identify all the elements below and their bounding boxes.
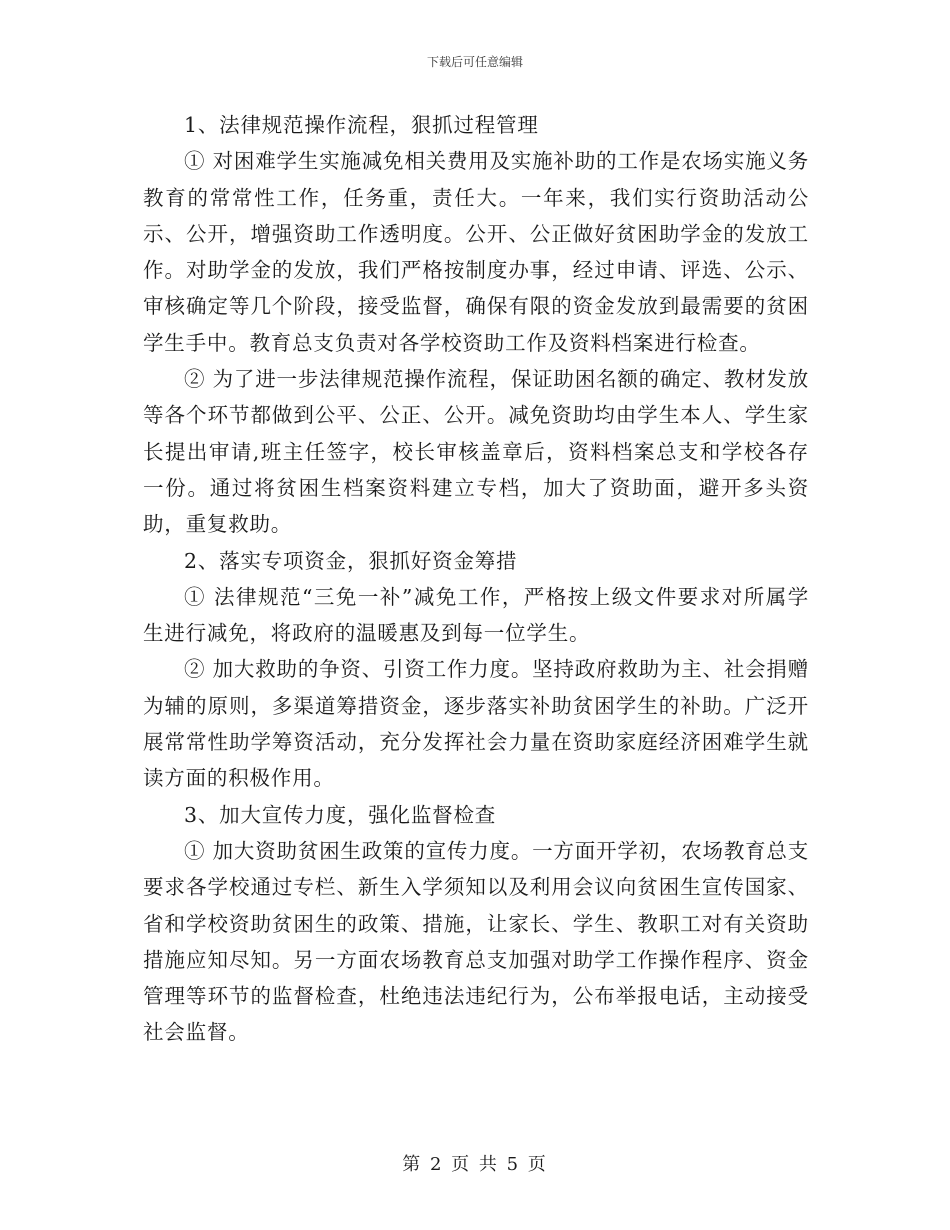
section-1-paragraph-1: ① 对困难学生实施减免相关费用及实施补助的工作是农场实施义务教育的常常性工作，任务重，责任大。一年来，我们实行资助活动公示、公开，增强资助工作透明度。公开、公正做好贫困助学金的发放工作。对助学金的发放，我们严格按制度办事，经过申请、评选、公示、审核确定等几个阶段，接受监督，确保有限的资金发放到最需要的贫困学生手中。教育总支负责对各学校资助工作及资料档案进行检查。 <box>143 149 810 355</box>
section-2-paragraph-2: ② 加大救助的争资、引资工作力度。坚持政府救助为主、社会捐赠为辅的原则，多渠道筹措资金，逐步落实补助贫困学生的补助。广泛开展常常性助学筹资活动，充分发挥社会力量在资助家庭经济困难学生就读方面的积极作用。 <box>143 657 810 791</box>
section-3-heading: 3、加大宣传力度，强化监督检查 <box>184 802 497 827</box>
section-2-paragraph-1: ① 法律规范“三免一补”减免工作，严格按上级文件要求对所属学生进行减免，将政府的温暖惠及到每一位学生。 <box>143 584 809 646</box>
section-1-heading: 1、法律规范操作流程，狠抓过程管理 <box>184 113 539 137</box>
page-header-note: 下载后可任意编辑 <box>426 55 523 69</box>
section-1-paragraph-2: ② 为了进一步法律规范操作流程，保证助困名额的确定、教材发放等各个环节都做到公平、公正、公开。减免资助均由学生本人、学生家长提出审请,班主任签字，校长审核盖章后，资料档案总支和学校各存一份。通过将贫困生档案资料建立专档，加大了资助面，避开多头资助，重复救助。 <box>143 367 810 537</box>
page-footer-page-number: 第 2 页 共 5 页 <box>402 1154 548 1175</box>
document-body <box>143 107 809 1051</box>
section-3-paragraph-1: ① 加大资助贫困生政策的宣传力度。一方面开学初，农场教育总支要求各学校通过专栏、新生入学须知以及利用会议向贫困生宣传国家、省和学校资助贫困生的政策、措施，让家长、学生、教职工对有关资助措施应知尽知。另一方面农场教育总支加强对助学工作操作程序、资金管理等环节的监督检查，杜绝违法违纪行为，公布举报电话，主动接受社会监督。 <box>143 838 810 1045</box>
section-2-heading: 2、落实专项资金，狠抓好资金筹措 <box>184 548 518 573</box>
